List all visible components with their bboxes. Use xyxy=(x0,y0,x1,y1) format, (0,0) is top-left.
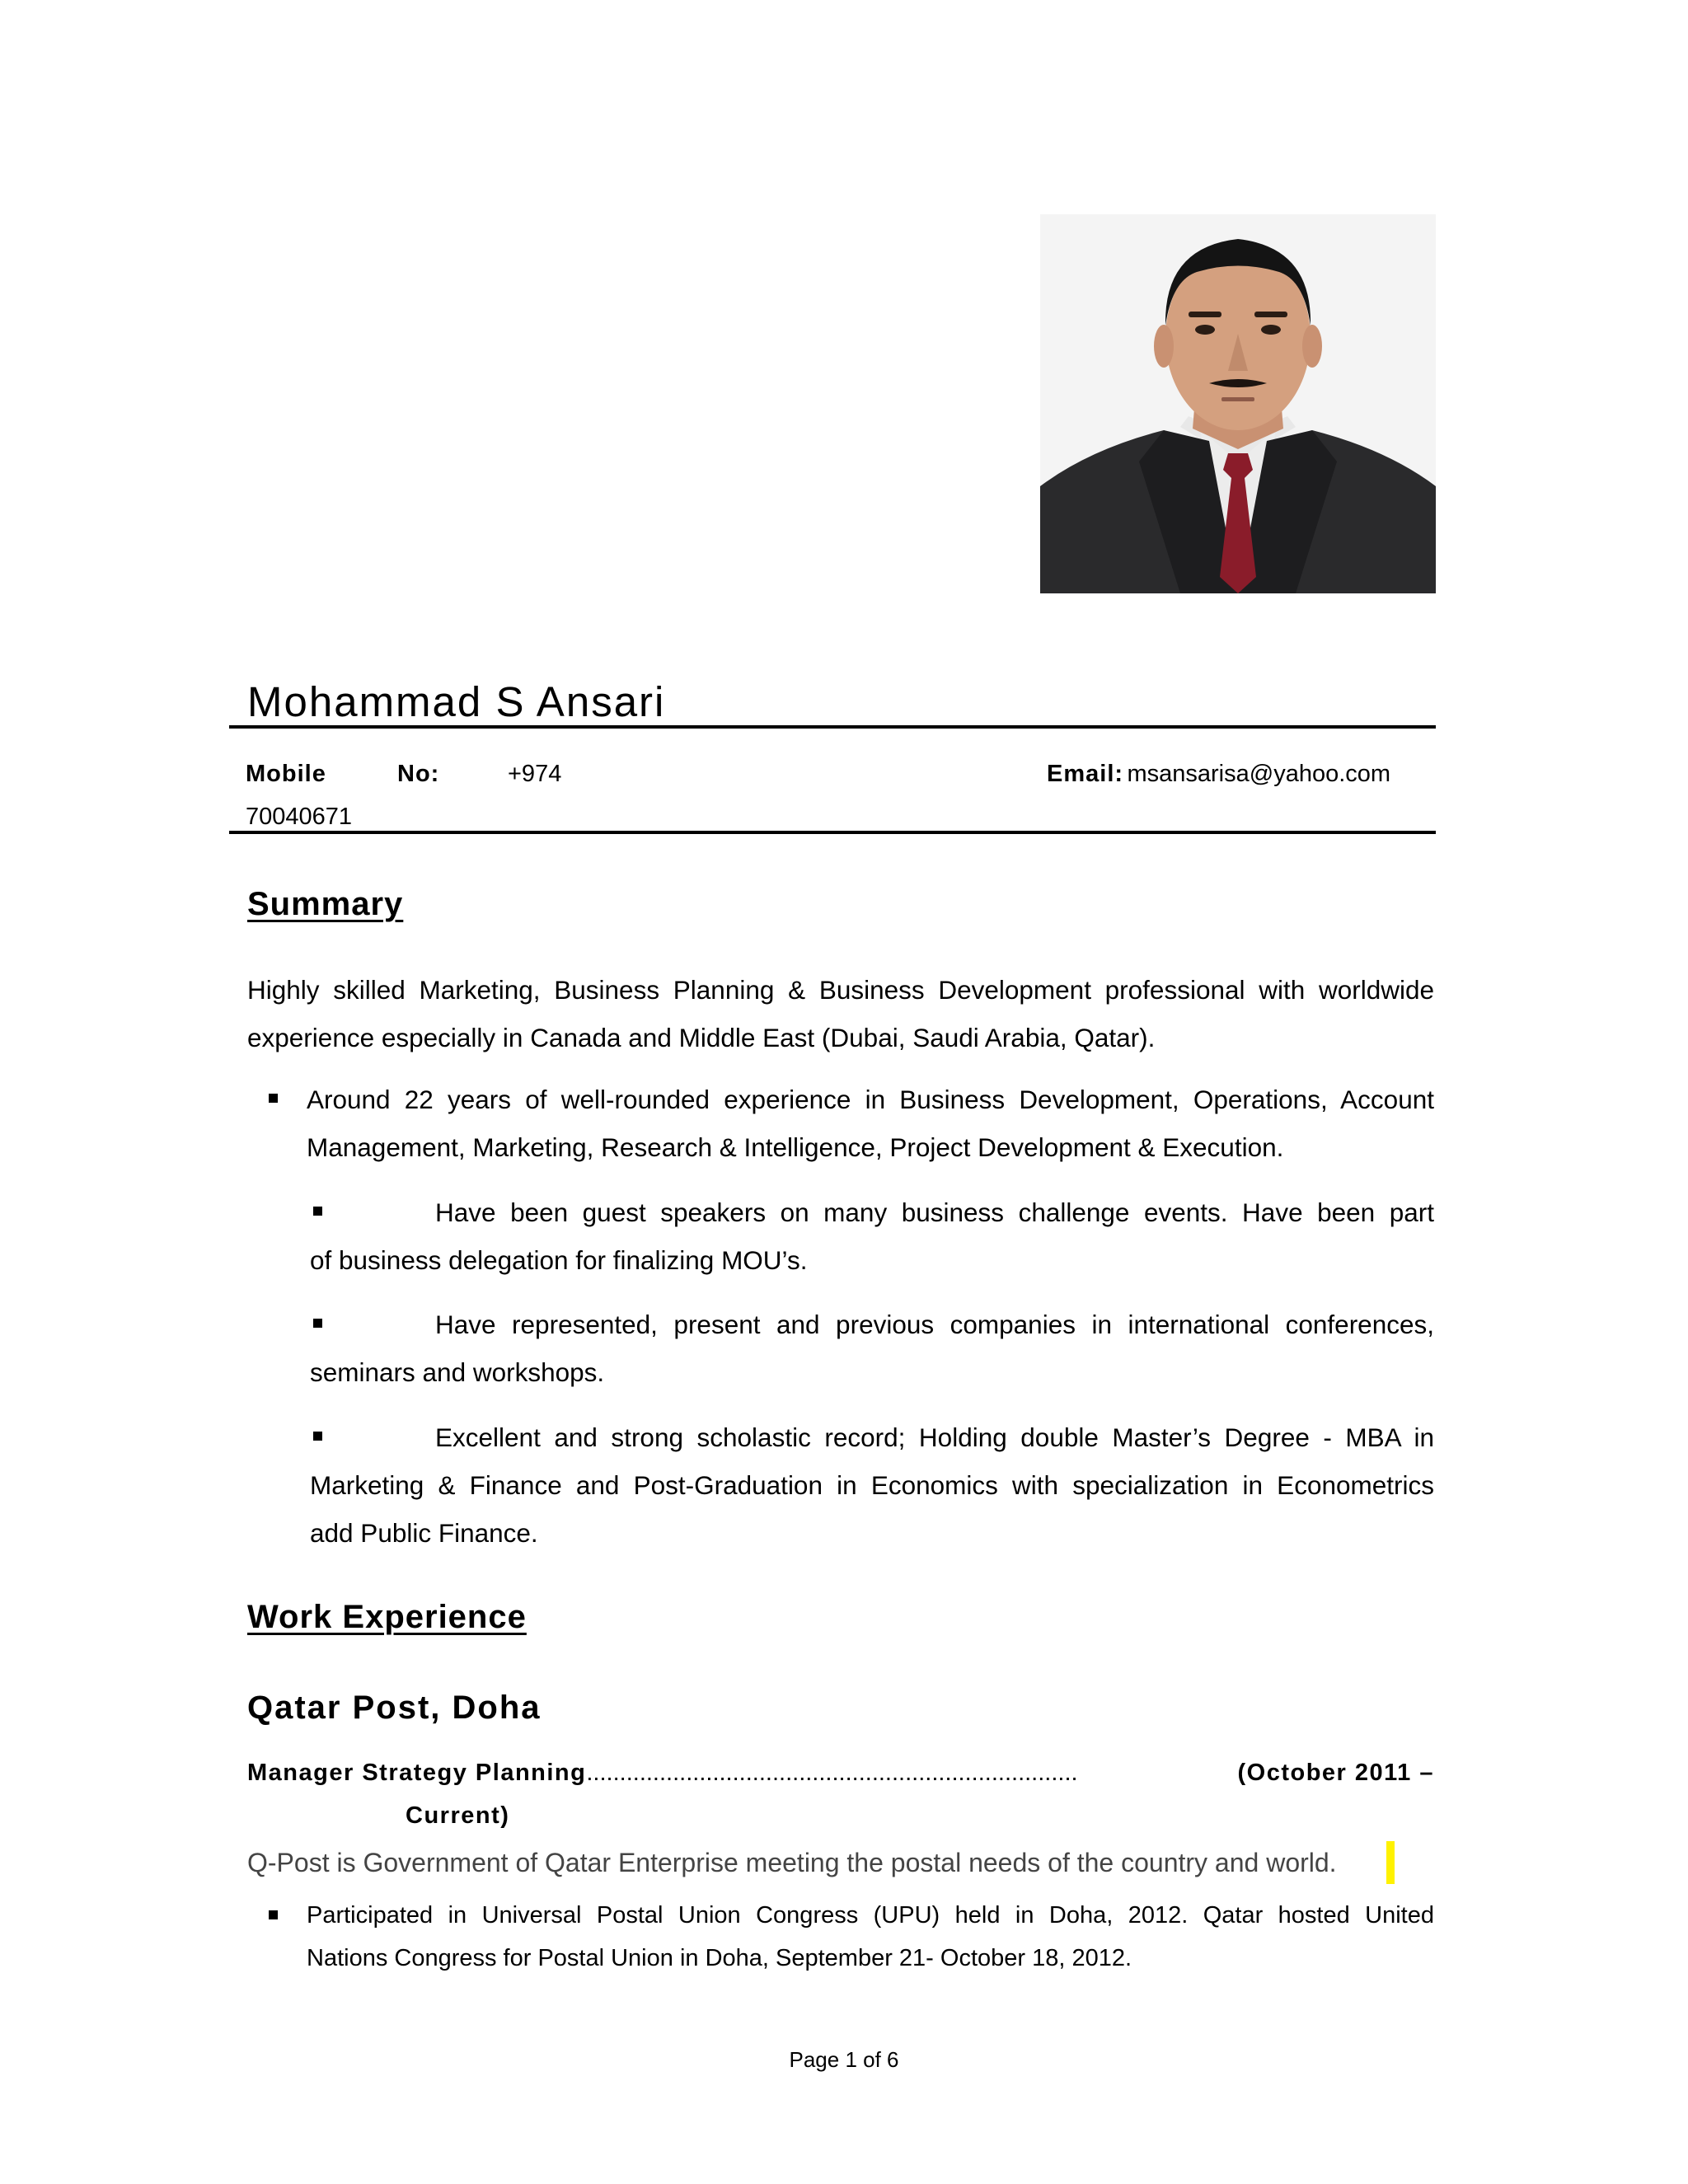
summary-heading: Summary xyxy=(247,886,404,922)
mobile-label: Mobile xyxy=(246,761,326,787)
role-period-end: Current) xyxy=(406,1802,510,1829)
profile-photo xyxy=(1040,214,1436,593)
contact-divider xyxy=(229,831,1436,834)
summary-bullet-1 xyxy=(307,1076,1434,1171)
summary-bullet-4-line-3: add Public Finance. xyxy=(310,1518,538,1548)
bullet-marker xyxy=(269,1910,278,1919)
work-experience-heading: Work Experience xyxy=(247,1599,527,1635)
candidate-name: Mohammad S Ansari xyxy=(247,678,666,725)
role-period-start: (October 2011 – xyxy=(1233,1760,1435,1787)
summary-bullet-2-line-2: of business delegation for finalizing MOU’s. xyxy=(310,1245,808,1275)
mobile-number: 70040671 xyxy=(246,804,353,830)
summary-intro-line-1: Highly skilled Marketing, Business Planning & Business Development professional with worldwide xyxy=(247,975,1434,1005)
work-bullet-1-line-2: Nations Congress for Postal Union in Doha, September 21- October 18, 2012. xyxy=(307,1945,1132,1971)
summary-bullet-4-line-2: Marketing & Finance and Post-Graduation in Economics with specialization in Econometrics xyxy=(310,1470,1434,1500)
summary-intro xyxy=(247,966,1434,1062)
company-name: Qatar Post, Doha xyxy=(247,1690,542,1726)
summary-bullet-1-line-1: Around 22 years of well-rounded experience in Business Development, Operations, Account xyxy=(307,1085,1434,1114)
summary-intro-line-2: experience especially in Canada and Middle East (Dubai, Saudi Arabia, Qatar). xyxy=(247,1023,1156,1052)
page-number: Page 1 of 6 xyxy=(789,2047,899,2072)
name-divider xyxy=(229,725,1436,729)
portrait-image xyxy=(1040,214,1436,593)
email-row xyxy=(1047,761,1390,788)
company-description: Q-Post is Government of Qatar Enterprise meeting the postal needs of the country and world. xyxy=(247,1848,1337,1877)
summary-bullet-3-line-2: seminars and workshops. xyxy=(310,1357,605,1387)
role-line xyxy=(247,1760,1434,1787)
work-bullet-1-line-1: Participated in Universal Postal Union Congress (UPU) held in Doha, 2012. Qatar hosted United xyxy=(307,1902,1434,1929)
summary-bullet-2-line-1: Have been guest speakers on many business challenge events. Have been part xyxy=(435,1197,1434,1227)
summary-bullet-3-line-1: Have represented, present and previous companies in international conferences, xyxy=(435,1310,1434,1339)
role-title: Manager Strategy Planning xyxy=(247,1760,587,1786)
highlight-marker xyxy=(1386,1841,1395,1884)
mobile-prefix: +974 xyxy=(508,761,562,787)
role-leader-dots: .......................................................................... xyxy=(586,1760,1078,1786)
email-value: msansarisa@yahoo.com xyxy=(1127,761,1391,787)
summary-bullet-1-line-2: Management, Marketing, Research & Intelligence, Project Development & Execution. xyxy=(307,1132,1284,1162)
summary-bullet-3 xyxy=(310,1301,1434,1396)
summary-bullet-4 xyxy=(310,1413,1434,1557)
summary-bullet-2 xyxy=(310,1188,1434,1284)
bullet-marker xyxy=(269,1094,278,1103)
work-bullet-1 xyxy=(307,1894,1434,1980)
email-label: Email: xyxy=(1047,761,1124,787)
summary-bullet-4-line-1: Excellent and strong scholastic record; Holding double Master’s Degree - MBA in xyxy=(435,1422,1434,1452)
mobile-no-label: No: xyxy=(397,761,440,787)
